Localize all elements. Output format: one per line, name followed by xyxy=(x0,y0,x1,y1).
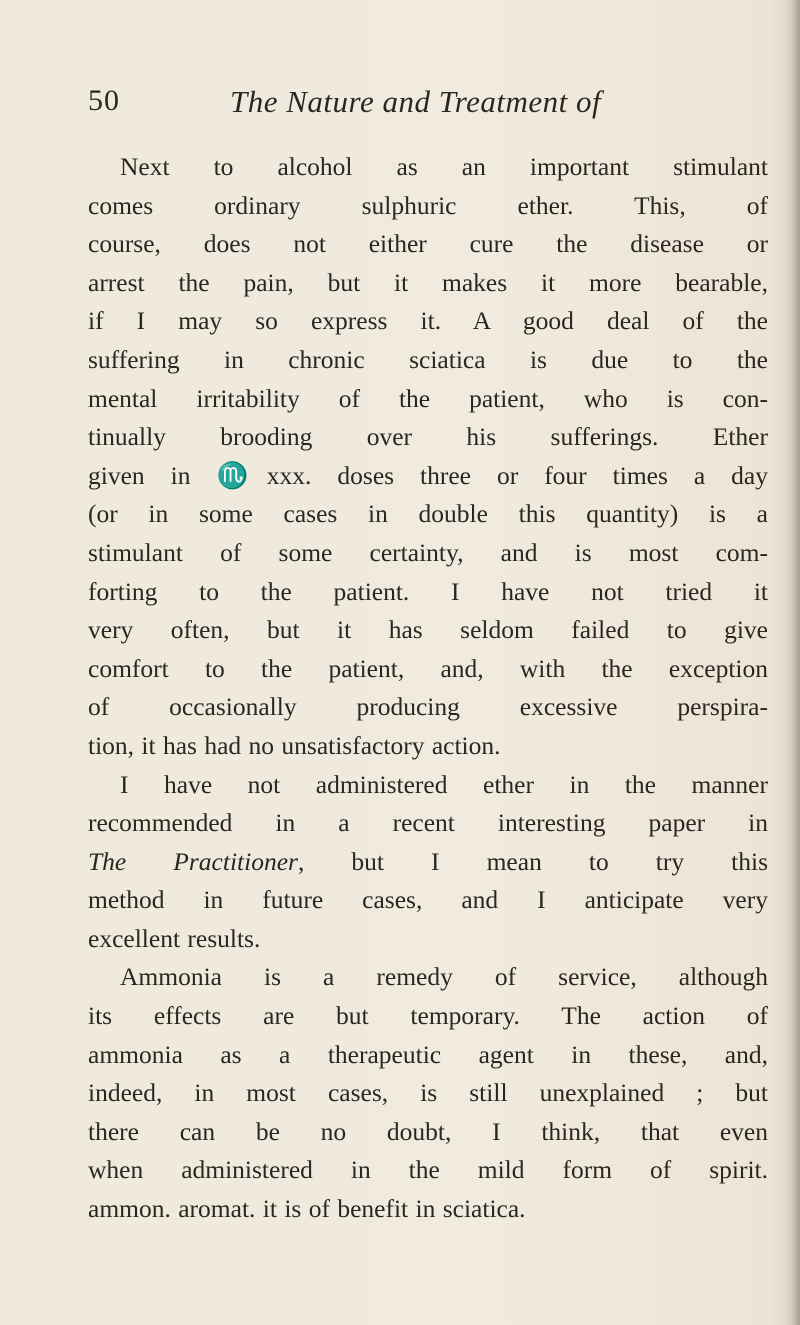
text-line: I have not administered ether in the manner xyxy=(120,769,768,799)
text-line: Next to alcohol as an important stimulant xyxy=(120,152,768,181)
text-line: stimulant of some certainty, and is most com- xyxy=(88,537,768,567)
body-text xyxy=(88,148,768,1229)
text-line-with-citation xyxy=(88,843,768,882)
text-line: Ammonia is a remedy of service, although xyxy=(120,962,768,992)
running-title: The Nature and Treatment of xyxy=(230,84,602,119)
text-line: forting to the patient. I have not tried it xyxy=(88,576,768,606)
text-line: mental irritability of the patient, who is con- xyxy=(88,383,768,413)
text-line: ammonia as a therapeutic agent in these, and, xyxy=(88,1039,768,1069)
text-line: ammon. aromat. it is of benefit in sciatica. xyxy=(88,1194,526,1224)
text-line: course, does not either cure the disease or xyxy=(88,229,768,259)
paragraph-ether xyxy=(88,148,768,766)
text-line: recommended in a recent interesting paper in xyxy=(88,808,768,838)
text-line: arrest the pain, but it makes it more bearable, xyxy=(88,267,768,297)
text-line: tinually brooding over his sufferings. Ether xyxy=(88,422,768,452)
text-line: if I may so express it. A good deal of the xyxy=(88,306,768,336)
text-line: given in ♏xxx. doses three or four times a day xyxy=(88,460,768,490)
text-line: comfort to the patient, and, with the exception xyxy=(88,653,768,683)
text-line: there can be no doubt, I think, that even xyxy=(88,1116,768,1146)
text-line: tion, it has had no unsatisfactory action. xyxy=(88,730,501,760)
paragraph-ammonia xyxy=(88,958,768,1228)
text-line: comes ordinary sulphuric ether. This, of xyxy=(88,190,768,220)
text-line: of occasionally producing excessive perspira- xyxy=(88,692,768,722)
text-line: method in future cases, and I anticipate very xyxy=(88,885,768,915)
page-edge-shadow xyxy=(786,0,800,1325)
text-fragment: , but I mean to try this xyxy=(297,846,768,876)
text-line: its effects are but temporary. The action of xyxy=(88,1001,768,1031)
text-line: excellent results. xyxy=(88,923,261,953)
journal-title: The Practitioner xyxy=(88,846,298,876)
page-header xyxy=(88,84,748,134)
text-line: when administered in the mild form of spirit. xyxy=(88,1155,768,1185)
text-line: very often, but it has seldom failed to give xyxy=(88,615,768,645)
text-line: suffering in chronic sciatica is due to the xyxy=(88,344,768,374)
page-number: 50 xyxy=(88,84,120,117)
paragraph-practitioner xyxy=(88,766,768,959)
text-line: indeed, in most cases, is still unexplained ; but xyxy=(88,1078,768,1108)
text-line: (or in some cases in double this quantity) is a xyxy=(88,499,768,529)
